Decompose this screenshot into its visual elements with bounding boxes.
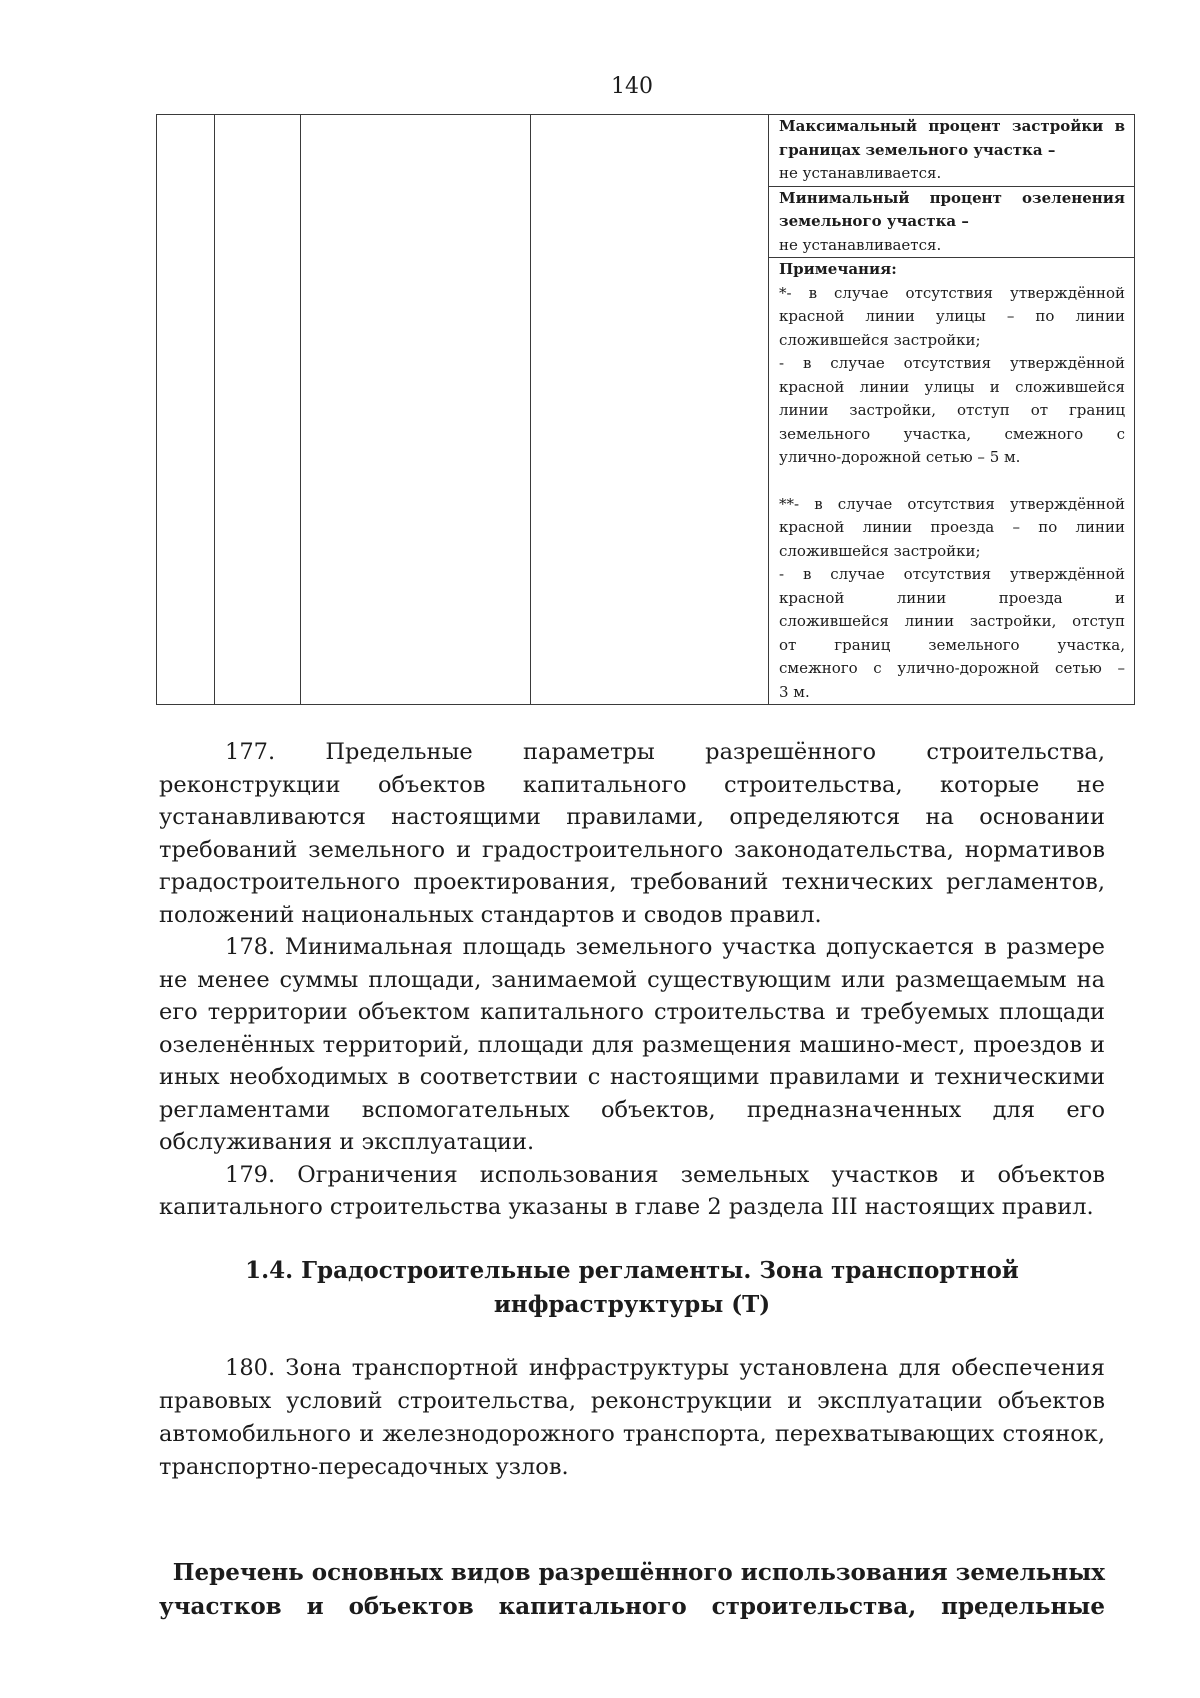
note-line: сложившейся застройки;	[779, 541, 981, 560]
max-building-percent-label: Максимальный процент застройки в границах земельного участка –	[779, 117, 1125, 159]
paragraph-177: 177. Предельные параметры разрешённого строительства, реконструкции объектов капитального строительства, которые не устанавливаются настоящими правилами, определяются на основании требований земельного и градостроительного законодательства, нормативов градостроительного проектирования, требований технических регламентов, положений национальных стандартов и сводов правил.	[159, 739, 1105, 928]
note-line: красной линии улицы и сложившейся	[779, 377, 1125, 396]
table-cell-empty	[301, 115, 531, 705]
max-building-percent-value: не устанавливается.	[779, 164, 942, 182]
min-greening-percent-cell	[769, 186, 1135, 258]
note-line: красной линии проезда и	[779, 588, 1125, 607]
paragraph-178: 178. Минимальная площадь земельного участка допускается в размере не менее суммы площади, занимаемой существующим или размещаемым на его территории объектом капитального строительства и требуемых площади озеленённых территорий, площади для размещения машино-мест, проездов и иных необходимых в соответствии с настоящими правилами и техническими регламентами вспомогательных объектов, предназначенных для его обслуживания и эксплуатации.	[159, 934, 1105, 1155]
note-line: - в случае отсутствия утверждённой	[779, 565, 1125, 583]
note-line: красной линии проезда – по линии	[779, 518, 1125, 536]
note-line: улично-дорожной сетью – 5 м.	[779, 448, 1021, 466]
notes-title: Примечания:	[779, 260, 897, 278]
notes-cell	[769, 258, 1135, 705]
section-title	[159, 1254, 1105, 1322]
note-line: *- в случае отсутствия утверждённой	[779, 283, 1125, 302]
note-line: красной линии улицы – по линии	[779, 307, 1125, 325]
list-heading-line: Перечень основных видов разрешённого использования земельных	[172, 1559, 1105, 1586]
note-line: **- в случае отсутствия утверждённой	[779, 494, 1125, 513]
paragraph-180-text: 180. Зона транспортной инфраструктуры установлена для обеспечения правовых условий строительства, реконструкции и эксплуатации объектов автомобильного и железнодорожного транспорта, перехватывающих стоянок, транспортно-пересадочных узлов.	[159, 1355, 1105, 1480]
note-line: земельного участка, смежного с	[779, 424, 1125, 443]
note-line: 3 м.	[779, 682, 810, 701]
body-text	[159, 736, 1105, 1224]
section-title-line: 1.4. Градостроительные регламенты. Зона транспортной	[245, 1257, 1019, 1284]
list-heading-line: участков и объектов капитального строительства, предельные	[159, 1593, 1105, 1620]
table-cell-empty	[157, 115, 215, 705]
note-line: от границ земельного участка,	[779, 635, 1125, 654]
section-title-line: инфраструктуры (Т)	[493, 1291, 771, 1318]
table-cell-empty	[531, 115, 769, 705]
page-number: 140	[611, 74, 653, 99]
note-line: смежного с улично-дорожной сетью –	[779, 659, 1125, 677]
min-greening-percent-label: Минимальный процент озеленения земельного участка –	[779, 188, 1125, 230]
table-cell-empty	[215, 115, 301, 705]
max-building-percent-cell	[769, 115, 1135, 187]
paragraph-179: 179. Ограничения использования земельных участков и объектов капитального строительства указаны в главе 2 раздела III настоящих правил.	[159, 1161, 1105, 1220]
note-line: сложившейся застройки;	[779, 330, 981, 349]
min-greening-percent-value: не устанавливается.	[779, 235, 942, 254]
note-line: линии застройки, отступ от границ	[779, 401, 1125, 419]
note-line: сложившейся линии застройки, отступ	[779, 612, 1125, 630]
parameters-table	[156, 114, 1135, 705]
list-heading	[159, 1556, 1105, 1624]
note-line: - в случае отсутствия утверждённой	[779, 354, 1125, 372]
paragraph-180	[159, 1352, 1105, 1484]
